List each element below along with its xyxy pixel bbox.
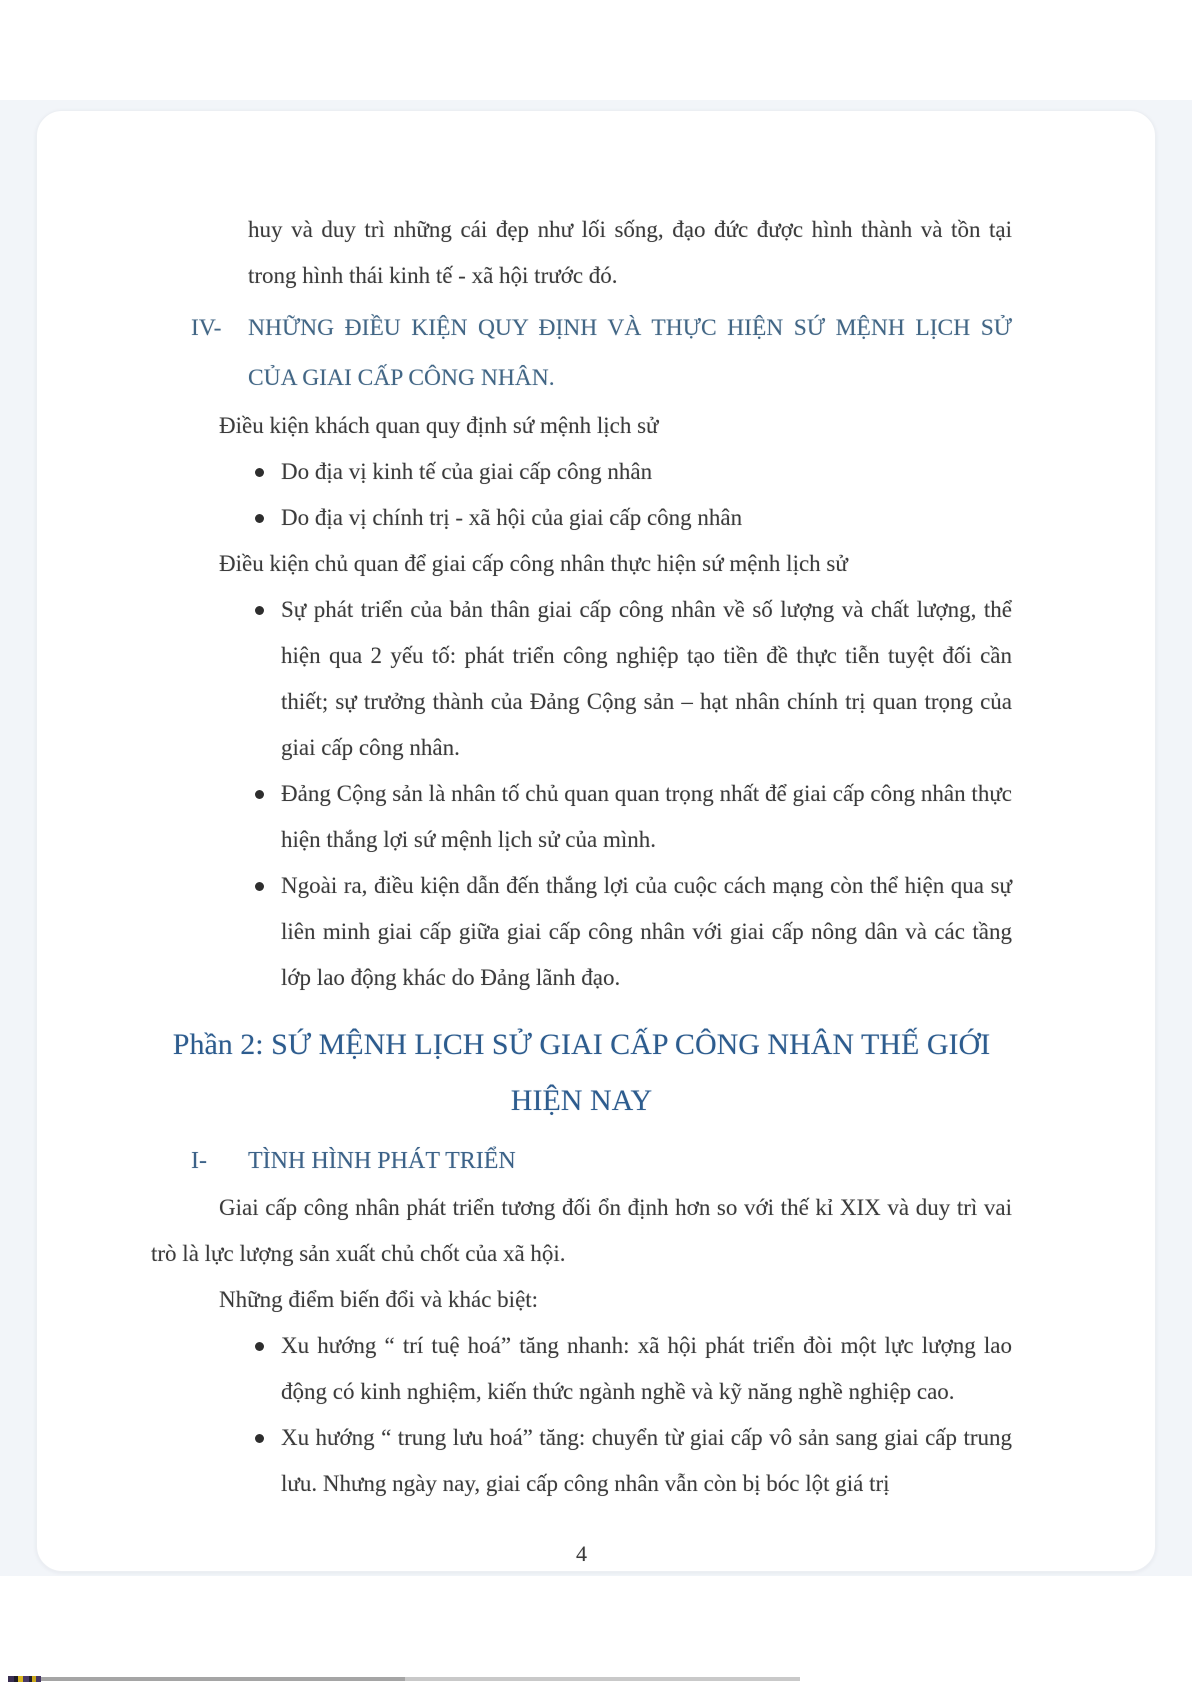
bottom-scrollbar[interactable] (0, 1676, 1192, 1682)
list-item (151, 495, 1012, 541)
part2-heading (151, 1017, 1012, 1129)
section-i-title: TÌNH HÌNH PHÁT TRIỂN (248, 1148, 516, 1174)
list-item (151, 1415, 1012, 1507)
bullet-icon (255, 606, 264, 615)
list-item-text: Do địa vị chính trị - xã hội của giai cấp công nhân (281, 505, 743, 530)
subjective-conditions-heading: Điều kiện chủ quan để giai cấp công nhân thực hiện sứ mệnh lịch sử (219, 551, 848, 576)
taskbar-color-chips (8, 1676, 41, 1682)
list-item (151, 771, 1012, 863)
section-i-numeral: I- (191, 1148, 207, 1174)
list-item-text: Do địa vị kinh tế của giai cấp công nhân (281, 459, 653, 484)
objective-conditions-list (151, 449, 1012, 541)
scrollbar-thumb[interactable] (41, 1677, 405, 1681)
bullet-icon (255, 790, 264, 799)
intro-paragraph: huy và duy trì những cái đẹp như lối sống, đạo đức được hình thành và tồn tại trong hình thái kinh tế - xã hội trước đó. (248, 217, 1012, 288)
list-item (151, 449, 1012, 495)
list-item-text: Sự phát triển của bản thân giai cấp công nhân về số lượng và chất lượng, thể hiện qua 2 yếu tố: phát triển công nghiệp tạo tiền đề thực tiễn tuyệt đối cần thiết; sự trưởng thành của Đảng Cộng sản – hạt nhân chính trị quan trọng của giai cấp công nhân. (281, 597, 1012, 760)
document-page (36, 110, 1156, 1572)
part2-heading-line1: Phần 2: SỨ MỆNH LỊCH SỬ GIAI CẤP CÔNG NHÂN THẾ GIỚI (172, 1028, 991, 1061)
list-item (151, 587, 1012, 771)
changes-list (151, 1323, 1012, 1507)
section-iv-numeral: IV- (191, 315, 222, 341)
section-iv-title: NHỮNG ĐIỀU KIỆN QUY ĐỊNH VÀ THỰC HIỆN SỨ MỆNH LỊCH SỬ CỦA GIAI CẤP CÔNG NHÂN. (248, 315, 1012, 391)
scrollbar-track[interactable] (405, 1677, 800, 1681)
bullet-icon (255, 514, 264, 523)
development-paragraph: Giai cấp công nhân phát triển tương đối ổn định hơn so với thế kỉ XIX và duy trì vai trò là lực lượng sản xuất chủ chốt của xã hội. (151, 1195, 1012, 1266)
list-item-text: Xu hướng “ trung lưu hoá” tăng: chuyển từ giai cấp vô sản sang giai cấp trung lưu. Nhưng ngày nay, giai cấp công nhân vẫn còn bị bóc lột giá trị (281, 1425, 1012, 1496)
page-content (37, 111, 1155, 1571)
bullet-icon (255, 468, 264, 477)
subjective-conditions-list (151, 587, 1012, 1001)
list-item-text: Ngoài ra, điều kiện dẫn đến thắng lợi của cuộc cách mạng còn thể hiện qua sự liên minh giai cấp giữa giai cấp công nhân với giai cấp nông dân và các tầng lớp lao động khác do Đảng lãnh đạo. (281, 873, 1012, 990)
objective-conditions-heading: Điều kiện khách quan quy định sứ mệnh lịch sử (219, 413, 659, 438)
section-i-heading (191, 1137, 1012, 1185)
list-item (151, 1323, 1012, 1415)
section-iv-heading (191, 303, 1012, 403)
list-item (151, 863, 1012, 1001)
changes-heading: Những điểm biến đổi và khác biệt: (219, 1287, 539, 1312)
list-item-text: Xu hướng “ trí tuệ hoá” tăng nhanh: xã hội phát triển đòi một lực lượng lao động có kinh nghiệm, kiến thức ngành nghề và kỹ năng nghề nghiệp cao. (281, 1333, 1012, 1404)
bullet-icon (255, 882, 264, 891)
list-item-text: Đảng Cộng sản là nhân tố chủ quan quan trọng nhất để giai cấp công nhân thực hiện thắng lợi sứ mệnh lịch sử của mình. (281, 781, 1012, 852)
bullet-icon (255, 1434, 264, 1443)
bullet-icon (255, 1342, 264, 1351)
part2-heading-line2: HIỆN NAY (510, 1084, 653, 1117)
page-number: 4 (576, 1541, 587, 1566)
